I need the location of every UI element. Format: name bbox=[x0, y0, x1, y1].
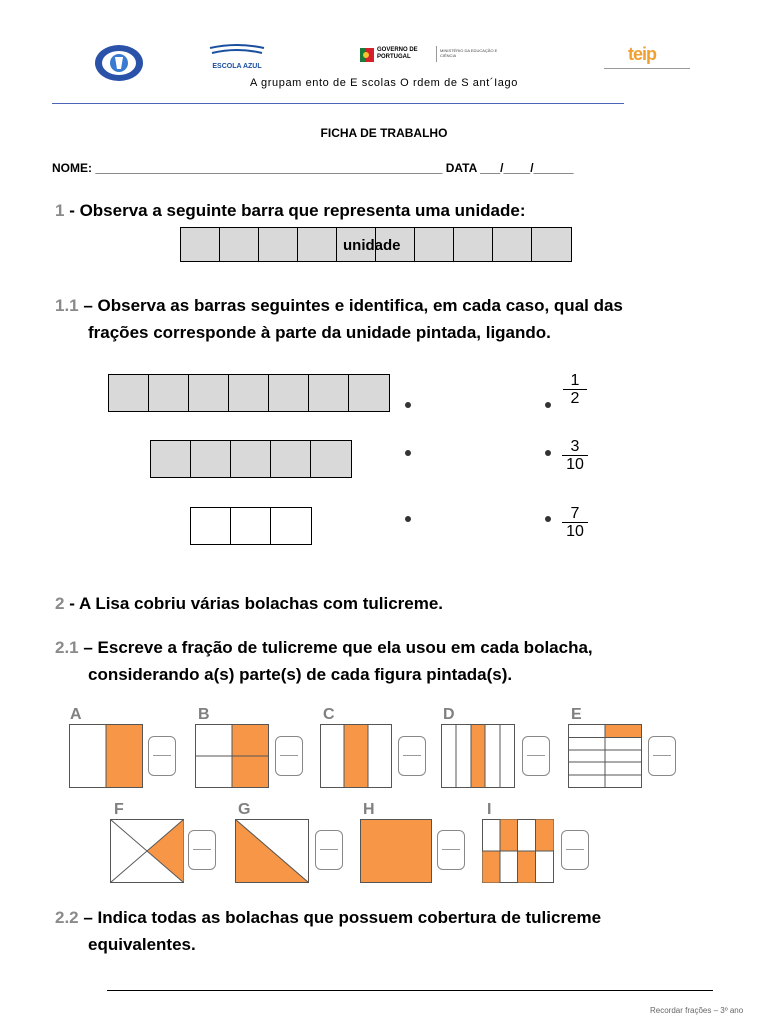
page-footer: Recordar frações – 3º ano bbox=[650, 1006, 744, 1015]
figure-d bbox=[441, 724, 515, 788]
teip-logo bbox=[604, 44, 690, 70]
agrupamento-name: A grupam ento de E scolas O rdem de S ant´Iago bbox=[250, 77, 518, 89]
figure-i bbox=[482, 819, 554, 883]
question-2-1-text-1: – Escreve a fração de tulicreme que ela usou em cada bolacha, bbox=[78, 638, 593, 657]
answer-box-e[interactable] bbox=[648, 736, 676, 776]
question-1-text: - Observa a seguinte barra que representa uma unidade: bbox=[64, 201, 526, 220]
answer-box-c[interactable] bbox=[398, 736, 426, 776]
question-2-2-number: 2.2 bbox=[55, 908, 79, 927]
question-2-2-text-1: – Indica todas as bolachas que possuem cobertura de tulicreme bbox=[78, 908, 602, 927]
teip-text: teip bbox=[628, 44, 657, 64]
answer-box-i[interactable] bbox=[561, 830, 589, 870]
connector-dot-left-2[interactable] bbox=[405, 450, 411, 456]
figure-g bbox=[235, 819, 309, 883]
figure-label-i: I bbox=[487, 801, 492, 818]
fraction-1-denominator: 2 bbox=[563, 389, 587, 407]
figure-a bbox=[69, 724, 143, 788]
bar-seven-parts bbox=[108, 374, 390, 412]
figure-label-b: B bbox=[198, 706, 210, 723]
figure-f bbox=[110, 819, 184, 883]
answer-line[interactable] bbox=[107, 990, 713, 991]
question-1-number: 1 bbox=[55, 201, 65, 220]
escola-azul-text: ESCOLA AZUL bbox=[212, 63, 262, 70]
question-1-1-number: 1.1 bbox=[55, 296, 79, 315]
question-2-text: - A Lisa cobriu várias bolachas com tulicreme. bbox=[64, 594, 444, 613]
figure-label-d: D bbox=[443, 706, 455, 723]
question-2-2-text-2: equivalentes. bbox=[88, 935, 196, 954]
ministerio-text: MINISTÉRIO DA EDUCAÇÃO E CIÊNCIA bbox=[440, 48, 498, 58]
question-2-1 bbox=[55, 634, 715, 688]
figure-label-a: A bbox=[70, 706, 82, 723]
question-1 bbox=[55, 197, 526, 224]
figure-label-f: F bbox=[114, 801, 124, 818]
question-2-2 bbox=[55, 904, 715, 958]
governo-portugal-logo bbox=[360, 46, 500, 66]
question-2-1-number: 2.1 bbox=[55, 638, 79, 657]
fraction-3 bbox=[562, 505, 588, 540]
connector-dot-right-1[interactable] bbox=[545, 402, 551, 408]
question-2 bbox=[55, 590, 443, 617]
governo-text-1: GOVERNO DE bbox=[377, 47, 418, 53]
fraction-1-numerator: 1 bbox=[570, 372, 580, 389]
figure-label-c: C bbox=[323, 706, 335, 723]
fraction-2 bbox=[562, 438, 588, 473]
fraction-2-denominator: 10 bbox=[562, 455, 588, 473]
fraction-3-numerator: 7 bbox=[570, 505, 580, 522]
question-2-number: 2 bbox=[55, 594, 65, 613]
figure-label-g: G bbox=[238, 801, 251, 818]
fraction-3-denominator: 10 bbox=[562, 522, 588, 540]
figure-label-h: H bbox=[363, 801, 375, 818]
connector-dot-left-1[interactable] bbox=[405, 402, 411, 408]
unit-bar-label: unidade bbox=[343, 237, 401, 254]
governo-text-2: PORTUGAL bbox=[377, 54, 411, 60]
page-title: FICHA DE TRABALHO bbox=[320, 126, 448, 140]
bar-three-parts bbox=[190, 507, 312, 545]
header-divider bbox=[52, 103, 624, 104]
connector-dot-left-3[interactable] bbox=[405, 516, 411, 522]
figure-e bbox=[568, 724, 642, 788]
fraction-2-numerator: 3 bbox=[570, 438, 580, 455]
answer-box-h[interactable] bbox=[437, 830, 465, 870]
answer-box-g[interactable] bbox=[315, 830, 343, 870]
name-date-line: NOME: ____________________________________________________ DATA ___/____/______ bbox=[52, 161, 574, 175]
figure-c bbox=[320, 724, 392, 788]
question-1-1-text-1: – Observa as barras seguintes e identifica, em cada caso, qual das bbox=[78, 296, 623, 315]
question-1-1-text-2: frações corresponde à parte da unidade pintada, ligando. bbox=[88, 323, 551, 342]
question-2-1-text-2: considerando a(s) parte(s) de cada figura pintada(s). bbox=[88, 665, 513, 684]
figure-label-e: E bbox=[571, 706, 582, 723]
bar-five-parts bbox=[150, 440, 352, 478]
connector-dot-right-3[interactable] bbox=[545, 516, 551, 522]
answer-box-b[interactable] bbox=[275, 736, 303, 776]
connector-dot-right-2[interactable] bbox=[545, 450, 551, 456]
answer-box-d[interactable] bbox=[522, 736, 550, 776]
answer-box-a[interactable] bbox=[148, 736, 176, 776]
figure-b bbox=[195, 724, 269, 788]
fraction-1 bbox=[563, 372, 587, 407]
figure-h bbox=[360, 819, 432, 883]
escola-azul-logo bbox=[206, 44, 268, 74]
answer-box-f[interactable] bbox=[188, 830, 216, 870]
question-1-1 bbox=[55, 292, 715, 346]
